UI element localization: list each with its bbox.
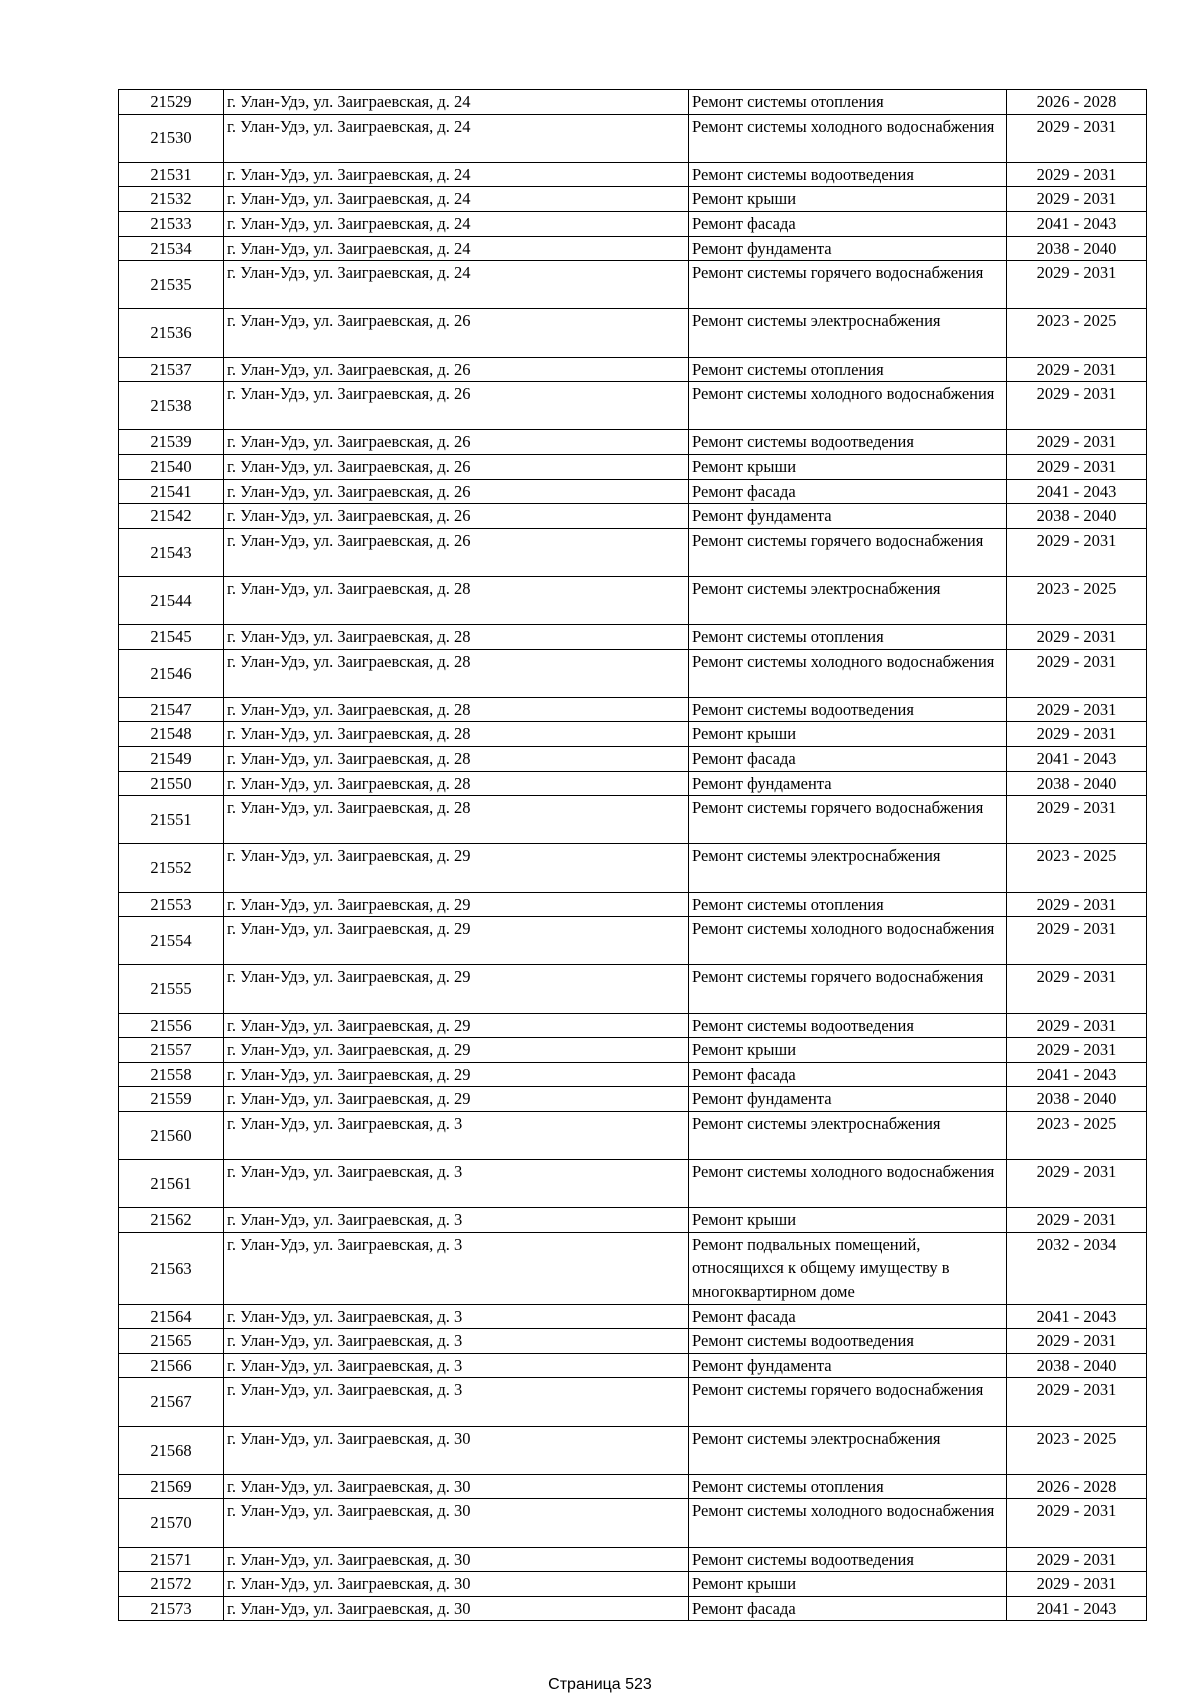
table-row	[119, 454, 1147, 479]
period-cell: 2041 - 2043	[1007, 1062, 1147, 1087]
address-cell: г. Улан-Удэ, ул. Заиграевская, д. 28	[224, 771, 689, 796]
period-cell: 2038 - 2040	[1007, 1353, 1147, 1378]
period-cell: 2038 - 2040	[1007, 771, 1147, 796]
period-cell: 2029 - 2031	[1007, 1208, 1147, 1233]
table-row	[119, 1062, 1147, 1087]
address-cell: г. Улан-Удэ, ул. Заиграевская, д. 3	[224, 1160, 689, 1208]
table-row	[119, 697, 1147, 722]
address-cell: г. Улан-Удэ, ул. Заиграевская, д. 3	[224, 1208, 689, 1233]
address-cell: г. Улан-Удэ, ул. Заиграевская, д. 26	[224, 479, 689, 504]
address-cell: г. Улан-Удэ, ул. Заиграевская, д. 3	[224, 1111, 689, 1159]
period-cell: 2029 - 2031	[1007, 722, 1147, 747]
table-row	[119, 649, 1147, 697]
period-cell: 2029 - 2031	[1007, 1547, 1147, 1572]
address-cell: г. Улан-Удэ, ул. Заиграевская, д. 3	[224, 1329, 689, 1354]
row-number-cell: 21567	[119, 1378, 224, 1426]
address-cell: г. Улан-Удэ, ул. Заиграевская, д. 29	[224, 892, 689, 917]
period-cell: 2029 - 2031	[1007, 1013, 1147, 1038]
table-row	[119, 430, 1147, 455]
row-number-cell: 21533	[119, 211, 224, 236]
work-type-cell: Ремонт фундамента	[689, 1087, 1007, 1112]
row-number-cell: 21573	[119, 1596, 224, 1621]
period-cell: 2029 - 2031	[1007, 430, 1147, 455]
table-row	[119, 722, 1147, 747]
row-number-cell: 21561	[119, 1160, 224, 1208]
address-cell: г. Улан-Удэ, ул. Заиграевская, д. 26	[224, 309, 689, 357]
row-number-cell: 21572	[119, 1572, 224, 1597]
work-type-cell: Ремонт системы водоотведения	[689, 162, 1007, 187]
work-type-cell: Ремонт фасада	[689, 747, 1007, 772]
period-cell: 2029 - 2031	[1007, 1378, 1147, 1426]
address-cell: г. Улан-Удэ, ул. Заиграевская, д. 26	[224, 382, 689, 430]
period-cell: 2038 - 2040	[1007, 236, 1147, 261]
table-row	[119, 1013, 1147, 1038]
row-number-cell: 21544	[119, 576, 224, 624]
row-number-cell: 21541	[119, 479, 224, 504]
work-type-cell: Ремонт фасада	[689, 211, 1007, 236]
row-number-cell: 21555	[119, 965, 224, 1013]
period-cell: 2038 - 2040	[1007, 504, 1147, 529]
table-row	[119, 1111, 1147, 1159]
row-number-cell: 21563	[119, 1232, 224, 1304]
period-cell: 2041 - 2043	[1007, 479, 1147, 504]
address-cell: г. Улан-Удэ, ул. Заиграевская, д. 24	[224, 261, 689, 309]
period-cell: 2029 - 2031	[1007, 892, 1147, 917]
table-row	[119, 1304, 1147, 1329]
work-type-cell: Ремонт системы холодного водоснабжения	[689, 1160, 1007, 1208]
row-number-cell: 21549	[119, 747, 224, 772]
period-cell: 2029 - 2031	[1007, 382, 1147, 430]
row-number-cell: 21558	[119, 1062, 224, 1087]
row-number-cell: 21529	[119, 90, 224, 115]
work-type-cell: Ремонт фасада	[689, 1596, 1007, 1621]
table-row	[119, 357, 1147, 382]
address-cell: г. Улан-Удэ, ул. Заиграевская, д. 24	[224, 162, 689, 187]
address-cell: г. Улан-Удэ, ул. Заиграевская, д. 30	[224, 1499, 689, 1547]
work-type-cell: Ремонт системы холодного водоснабжения	[689, 649, 1007, 697]
row-number-cell: 21545	[119, 625, 224, 650]
work-type-cell: Ремонт системы водоотведения	[689, 1547, 1007, 1572]
row-number-cell: 21571	[119, 1547, 224, 1572]
address-cell: г. Улан-Удэ, ул. Заиграевская, д. 26	[224, 430, 689, 455]
row-number-cell: 21551	[119, 796, 224, 844]
period-cell: 2032 - 2034	[1007, 1232, 1147, 1304]
address-cell: г. Улан-Удэ, ул. Заиграевская, д. 29	[224, 917, 689, 965]
address-cell: г. Улан-Удэ, ул. Заиграевская, д. 28	[224, 697, 689, 722]
work-type-cell: Ремонт подвальных помещений, относящихся к общему имуществу в многоквартирном доме	[689, 1232, 1007, 1304]
row-number-cell: 21568	[119, 1426, 224, 1474]
address-cell: г. Улан-Удэ, ул. Заиграевская, д. 30	[224, 1572, 689, 1597]
row-number-cell: 21538	[119, 382, 224, 430]
address-cell: г. Улан-Удэ, ул. Заиграевская, д. 30	[224, 1596, 689, 1621]
row-number-cell: 21537	[119, 357, 224, 382]
work-type-cell: Ремонт системы холодного водоснабжения	[689, 382, 1007, 430]
work-type-cell: Ремонт фасада	[689, 479, 1007, 504]
table-body	[119, 90, 1147, 1621]
address-cell: г. Улан-Удэ, ул. Заиграевская, д. 28	[224, 625, 689, 650]
table-row	[119, 528, 1147, 576]
work-type-cell: Ремонт системы отопления	[689, 625, 1007, 650]
work-type-cell: Ремонт крыши	[689, 1572, 1007, 1597]
work-type-cell: Ремонт системы отопления	[689, 1474, 1007, 1499]
row-number-cell: 21531	[119, 162, 224, 187]
address-cell: г. Улан-Удэ, ул. Заиграевская, д. 28	[224, 722, 689, 747]
table-row	[119, 187, 1147, 212]
row-number-cell: 21553	[119, 892, 224, 917]
address-cell: г. Улан-Удэ, ул. Заиграевская, д. 29	[224, 1062, 689, 1087]
work-type-cell: Ремонт системы электроснабжения	[689, 309, 1007, 357]
table-row	[119, 261, 1147, 309]
period-cell: 2026 - 2028	[1007, 1474, 1147, 1499]
work-type-cell: Ремонт крыши	[689, 187, 1007, 212]
address-cell: г. Улан-Удэ, ул. Заиграевская, д. 3	[224, 1232, 689, 1304]
address-cell: г. Улан-Удэ, ул. Заиграевская, д. 29	[224, 1013, 689, 1038]
table-row	[119, 965, 1147, 1013]
table-row	[119, 1426, 1147, 1474]
work-type-cell: Ремонт системы водоотведения	[689, 1329, 1007, 1354]
table-row	[119, 1087, 1147, 1112]
table-row	[119, 1353, 1147, 1378]
work-type-cell: Ремонт системы водоотведения	[689, 697, 1007, 722]
table-row	[119, 1499, 1147, 1547]
work-type-cell: Ремонт системы отопления	[689, 892, 1007, 917]
address-cell: г. Улан-Удэ, ул. Заиграевская, д. 24	[224, 90, 689, 115]
work-type-cell: Ремонт фасада	[689, 1062, 1007, 1087]
row-number-cell: 21540	[119, 454, 224, 479]
period-cell: 2041 - 2043	[1007, 1304, 1147, 1329]
period-cell: 2029 - 2031	[1007, 357, 1147, 382]
table-row	[119, 479, 1147, 504]
work-type-cell: Ремонт системы холодного водоснабжения	[689, 114, 1007, 162]
period-cell: 2029 - 2031	[1007, 796, 1147, 844]
period-cell: 2029 - 2031	[1007, 162, 1147, 187]
work-type-cell: Ремонт системы горячего водоснабжения	[689, 965, 1007, 1013]
address-cell: г. Улан-Удэ, ул. Заиграевская, д. 29	[224, 1038, 689, 1063]
row-number-cell: 21557	[119, 1038, 224, 1063]
period-cell: 2023 - 2025	[1007, 309, 1147, 357]
row-number-cell: 21550	[119, 771, 224, 796]
period-cell: 2029 - 2031	[1007, 1038, 1147, 1063]
work-type-cell: Ремонт системы отопления	[689, 357, 1007, 382]
table-row	[119, 844, 1147, 892]
table-row	[119, 504, 1147, 529]
row-number-cell: 21556	[119, 1013, 224, 1038]
period-cell: 2029 - 2031	[1007, 1499, 1147, 1547]
table-row	[119, 1329, 1147, 1354]
table-row	[119, 1160, 1147, 1208]
table-row	[119, 90, 1147, 115]
work-type-cell: Ремонт фундамента	[689, 771, 1007, 796]
address-cell: г. Улан-Удэ, ул. Заиграевская, д. 30	[224, 1547, 689, 1572]
period-cell: 2041 - 2043	[1007, 747, 1147, 772]
period-cell: 2029 - 2031	[1007, 1329, 1147, 1354]
table-row	[119, 1038, 1147, 1063]
table-row	[119, 892, 1147, 917]
period-cell: 2023 - 2025	[1007, 1111, 1147, 1159]
work-type-cell: Ремонт системы электроснабжения	[689, 1426, 1007, 1474]
work-type-cell: Ремонт крыши	[689, 1208, 1007, 1233]
address-cell: г. Улан-Удэ, ул. Заиграевская, д. 26	[224, 528, 689, 576]
table-row	[119, 1572, 1147, 1597]
table-row	[119, 796, 1147, 844]
period-cell: 2023 - 2025	[1007, 1426, 1147, 1474]
period-cell: 2029 - 2031	[1007, 649, 1147, 697]
period-cell: 2029 - 2031	[1007, 114, 1147, 162]
table-row	[119, 747, 1147, 772]
work-type-cell: Ремонт крыши	[689, 1038, 1007, 1063]
table-row	[119, 211, 1147, 236]
work-type-cell: Ремонт системы электроснабжения	[689, 1111, 1007, 1159]
period-cell: 2029 - 2031	[1007, 528, 1147, 576]
row-number-cell: 21532	[119, 187, 224, 212]
row-number-cell: 21548	[119, 722, 224, 747]
page-number: Страница 523	[548, 1676, 652, 1693]
period-cell: 2029 - 2031	[1007, 261, 1147, 309]
period-cell: 2029 - 2031	[1007, 625, 1147, 650]
row-number-cell: 21547	[119, 697, 224, 722]
period-cell: 2041 - 2043	[1007, 211, 1147, 236]
table-row	[119, 309, 1147, 357]
work-type-cell: Ремонт системы отопления	[689, 90, 1007, 115]
period-cell: 2029 - 2031	[1007, 1160, 1147, 1208]
table-row	[119, 162, 1147, 187]
row-number-cell: 21536	[119, 309, 224, 357]
repair-schedule-table	[118, 89, 1147, 1621]
address-cell: г. Улан-Удэ, ул. Заиграевская, д. 24	[224, 236, 689, 261]
row-number-cell: 21565	[119, 1329, 224, 1354]
work-type-cell: Ремонт системы горячего водоснабжения	[689, 528, 1007, 576]
address-cell: г. Улан-Удэ, ул. Заиграевская, д. 3	[224, 1378, 689, 1426]
period-cell: 2029 - 2031	[1007, 454, 1147, 479]
address-cell: г. Улан-Удэ, ул. Заиграевская, д. 3	[224, 1304, 689, 1329]
address-cell: г. Улан-Удэ, ул. Заиграевская, д. 28	[224, 649, 689, 697]
work-type-cell: Ремонт фундамента	[689, 504, 1007, 529]
address-cell: г. Улан-Удэ, ул. Заиграевская, д. 29	[224, 844, 689, 892]
row-number-cell: 21560	[119, 1111, 224, 1159]
address-cell: г. Улан-Удэ, ул. Заиграевская, д. 30	[224, 1426, 689, 1474]
address-cell: г. Улан-Удэ, ул. Заиграевская, д. 24	[224, 114, 689, 162]
table-row	[119, 771, 1147, 796]
work-type-cell: Ремонт системы горячего водоснабжения	[689, 796, 1007, 844]
table-row	[119, 1474, 1147, 1499]
row-number-cell: 21564	[119, 1304, 224, 1329]
table-row	[119, 917, 1147, 965]
row-number-cell: 21554	[119, 917, 224, 965]
address-cell: г. Улан-Удэ, ул. Заиграевская, д. 29	[224, 1087, 689, 1112]
address-cell: г. Улан-Удэ, ул. Заиграевская, д. 24	[224, 187, 689, 212]
address-cell: г. Улан-Удэ, ул. Заиграевская, д. 3	[224, 1353, 689, 1378]
work-type-cell: Ремонт фасада	[689, 1304, 1007, 1329]
work-type-cell: Ремонт системы электроснабжения	[689, 844, 1007, 892]
period-cell: 2029 - 2031	[1007, 917, 1147, 965]
row-number-cell: 21546	[119, 649, 224, 697]
row-number-cell: 21570	[119, 1499, 224, 1547]
row-number-cell: 21530	[119, 114, 224, 162]
period-cell: 2038 - 2040	[1007, 1087, 1147, 1112]
address-cell: г. Улан-Удэ, ул. Заиграевская, д. 26	[224, 504, 689, 529]
period-cell: 2041 - 2043	[1007, 1596, 1147, 1621]
work-type-cell: Ремонт фундамента	[689, 1353, 1007, 1378]
table-row	[119, 1208, 1147, 1233]
table-row	[119, 1547, 1147, 1572]
period-cell: 2029 - 2031	[1007, 697, 1147, 722]
work-type-cell: Ремонт системы водоотведения	[689, 430, 1007, 455]
address-cell: г. Улан-Удэ, ул. Заиграевская, д. 26	[224, 454, 689, 479]
work-type-cell: Ремонт системы горячего водоснабжения	[689, 1378, 1007, 1426]
row-number-cell: 21542	[119, 504, 224, 529]
address-cell: г. Улан-Удэ, ул. Заиграевская, д. 24	[224, 211, 689, 236]
work-type-cell: Ремонт системы холодного водоснабжения	[689, 917, 1007, 965]
period-cell: 2029 - 2031	[1007, 965, 1147, 1013]
table-row	[119, 236, 1147, 261]
row-number-cell: 21569	[119, 1474, 224, 1499]
address-cell: г. Улан-Удэ, ул. Заиграевская, д. 28	[224, 747, 689, 772]
work-type-cell: Ремонт системы водоотведения	[689, 1013, 1007, 1038]
table-row	[119, 1232, 1147, 1304]
table-row	[119, 625, 1147, 650]
table-row	[119, 576, 1147, 624]
work-type-cell: Ремонт системы горячего водоснабжения	[689, 261, 1007, 309]
address-cell: г. Улан-Удэ, ул. Заиграевская, д. 26	[224, 357, 689, 382]
row-number-cell: 21539	[119, 430, 224, 455]
table-row	[119, 114, 1147, 162]
address-cell: г. Улан-Удэ, ул. Заиграевская, д. 28	[224, 796, 689, 844]
row-number-cell: 21562	[119, 1208, 224, 1233]
table-row	[119, 382, 1147, 430]
row-number-cell: 21535	[119, 261, 224, 309]
table-row	[119, 1378, 1147, 1426]
period-cell: 2023 - 2025	[1007, 576, 1147, 624]
work-type-cell: Ремонт системы холодного водоснабжения	[689, 1499, 1007, 1547]
address-cell: г. Улан-Удэ, ул. Заиграевская, д. 29	[224, 965, 689, 1013]
row-number-cell: 21552	[119, 844, 224, 892]
period-cell: 2029 - 2031	[1007, 187, 1147, 212]
address-cell: г. Улан-Удэ, ул. Заиграевская, д. 28	[224, 576, 689, 624]
row-number-cell: 21534	[119, 236, 224, 261]
period-cell: 2029 - 2031	[1007, 1572, 1147, 1597]
work-type-cell: Ремонт фундамента	[689, 236, 1007, 261]
row-number-cell: 21543	[119, 528, 224, 576]
row-number-cell: 21559	[119, 1087, 224, 1112]
period-cell: 2026 - 2028	[1007, 90, 1147, 115]
period-cell: 2023 - 2025	[1007, 844, 1147, 892]
address-cell: г. Улан-Удэ, ул. Заиграевская, д. 30	[224, 1474, 689, 1499]
work-type-cell: Ремонт крыши	[689, 454, 1007, 479]
work-type-cell: Ремонт крыши	[689, 722, 1007, 747]
row-number-cell: 21566	[119, 1353, 224, 1378]
work-type-cell: Ремонт системы электроснабжения	[689, 576, 1007, 624]
table-row	[119, 1596, 1147, 1621]
